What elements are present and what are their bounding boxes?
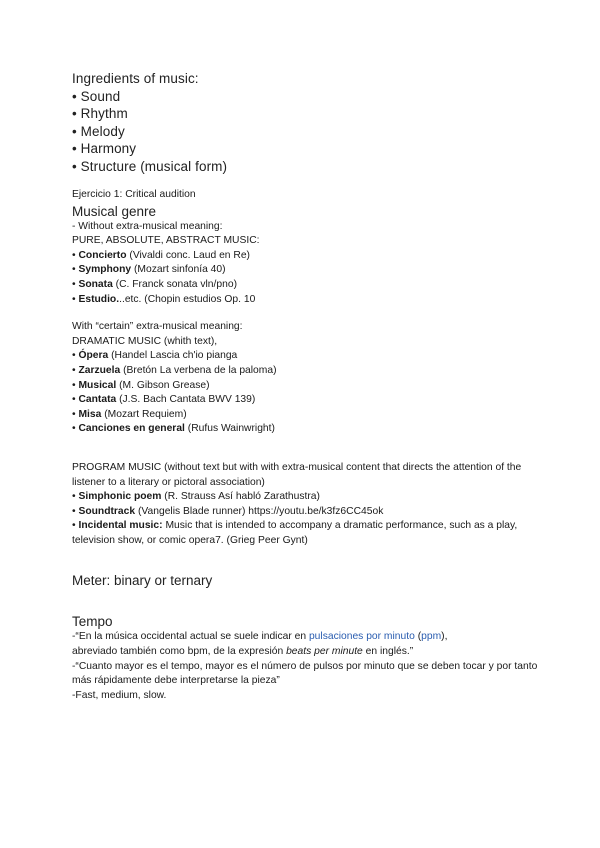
list-item: • Sonata (C. Franck sonata vln/pno) bbox=[72, 278, 237, 290]
list-item: • Simphonic poem (R. Strauss Así habló Zarathustra) bbox=[72, 491, 320, 503]
list-item: • Musical (M. Gibson Grease) bbox=[72, 379, 210, 391]
list-item: • Estudio...etc. (Chopin estudios Op. 10 bbox=[72, 293, 256, 305]
ingredients-list bbox=[72, 88, 542, 176]
tempo-speeds: -Fast, medium, slow. bbox=[72, 689, 167, 701]
ingredients-title: Ingredients of music: bbox=[72, 71, 199, 86]
list-item: • Misa (Mozart Requiem) bbox=[72, 408, 187, 420]
program-music-text: PROGRAM MUSIC (without text but with with extra-musical content that directs the attention of the listener to a literary or pictoral association) bbox=[72, 461, 522, 488]
list-item: • Ópera (Handel Lascia ch'io pianga bbox=[72, 350, 238, 362]
list-item: • Sound bbox=[72, 88, 121, 104]
musical-genre-heading: Musical genre bbox=[72, 203, 157, 219]
list-item: • Soundtrack (Vangelis Blade runner) https://youtu.be/k3fz6CC45ok bbox=[72, 505, 384, 517]
dramatic-music-title: DRAMATIC MUSIC (whith text), bbox=[72, 335, 218, 347]
without-meaning-label: - Without extra-musical meaning: bbox=[72, 220, 223, 232]
bpm-link[interactable]: pulsaciones por minuto bbox=[308, 631, 415, 643]
pure-music-title: PURE, ABSOLUTE, ABSTRACT MUSIC: bbox=[72, 235, 260, 247]
dramatic-music-list bbox=[72, 349, 542, 437]
list-item: • Rhythm bbox=[72, 106, 128, 121]
list-item: • Concierto (Vivaldi conc. Laud en Re) bbox=[72, 249, 250, 261]
program-music-list bbox=[72, 490, 542, 548]
with-meaning-label: With “certain” extra-musical meaning: bbox=[72, 321, 243, 333]
exercise-label: Ejercicio 1: Critical audition bbox=[72, 189, 196, 200]
list-item: • Symphony (Mozart sinfonía 40) bbox=[72, 264, 226, 276]
document-content bbox=[72, 70, 542, 703]
list-item: • Canciones en general (Rufus Wainwright) bbox=[72, 423, 275, 435]
list-item: • Structure (musical form) bbox=[72, 158, 228, 174]
tempo-quote-2: -“Cuanto mayor es el tempo, mayor es el número de pulsos por minuto que se deben tocar y por tanto más rápidamente debe interpretarse la pieza” bbox=[72, 660, 538, 687]
list-item: • Melody bbox=[72, 123, 125, 139]
list-item: • Incidental music: Music that is intended to accompany a dramatic performance, such as a play, television show, or comic opera7. (Grieg Peer Gynt) bbox=[72, 520, 518, 546]
tempo-heading: Tempo bbox=[72, 614, 113, 630]
meter-heading: Meter: binary or ternary bbox=[72, 573, 213, 589]
pure-music-list bbox=[72, 249, 542, 307]
tempo-quote-1: -“En la música occidental actual se suele indicar en pulsaciones por minuto (ppm), abreviado también como bpm, de la expresión beats per minute en inglés.” bbox=[72, 631, 448, 658]
list-item: • Zarzuela (Bretón La verbena de la paloma) bbox=[72, 364, 277, 376]
list-item: • Cantata (J.S. Bach Cantata BWV 139) bbox=[72, 394, 256, 406]
ppm-link[interactable]: ppm bbox=[421, 631, 442, 643]
list-item: • Harmony bbox=[72, 141, 137, 156]
